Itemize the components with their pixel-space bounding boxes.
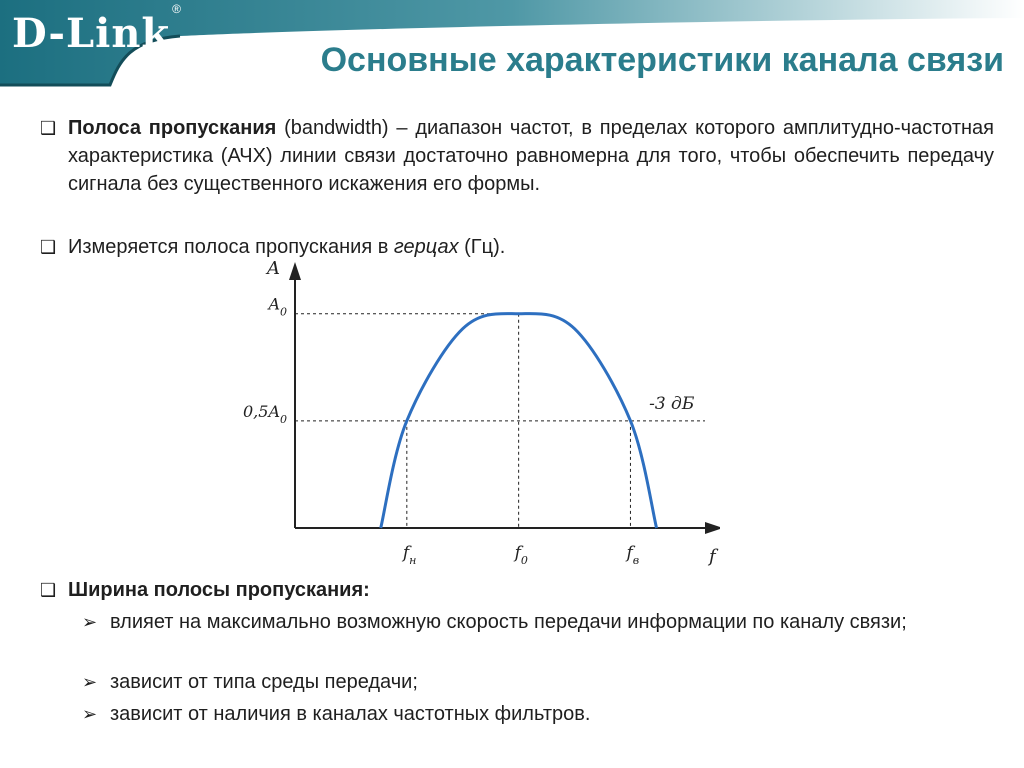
x-axis-arrow: [705, 522, 720, 534]
paragraph-bandwidth: [68, 114, 994, 198]
checkbox-icon: ❑: [40, 580, 57, 600]
brand-logo: [12, 1, 182, 57]
sub-item-speed: влияет на максимально возможную скорость передачи информации по каналу связи;: [110, 611, 907, 633]
sub-item-medium: зависит от типа среды передачи;: [110, 671, 418, 693]
checkbox-icon: ❑: [40, 237, 57, 257]
y-tick-label: $0,5A_0$: [243, 401, 287, 426]
arrow-bullet-icon: ➢: [82, 672, 98, 692]
x-tick-label: $f_н$: [402, 543, 417, 567]
arrow-bullet-icon: ➢: [82, 704, 98, 724]
definition-bandwidth: (bandwidth) – диапазон частот, в пределах которого амплитудно-частотная характеристика (АЧХ) линии связи достаточно равномерна для того, чтобы обеспечить передачу сигнала без существенного искажения его формы.: [68, 117, 994, 195]
x-tick-label: $f_в$: [626, 543, 640, 567]
y-tick-label: $A_0$: [268, 294, 287, 319]
paragraph-measurement: [68, 233, 994, 261]
page-title: Основные характеристики канала связи: [320, 41, 1004, 79]
logo-text: D-Link: [12, 10, 171, 57]
y-axis-label: A: [267, 260, 280, 279]
term-bandwidth: Полоса пропускания: [68, 117, 277, 139]
arrow-bullet-icon: ➢: [82, 612, 98, 632]
sub-item-filters: зависит от наличия в каналах частотных фильтров.: [110, 703, 591, 725]
x-axis-label: f: [709, 546, 716, 567]
frequency-response-chart: [220, 260, 720, 580]
measurement-unit: (Гц).: [458, 236, 506, 258]
section-heading: Ширина полосы пропускания:: [68, 579, 370, 601]
y-axis-arrow: [289, 262, 301, 280]
checkbox-icon: ❑: [40, 118, 57, 138]
unit-italic: герцах: [393, 236, 459, 258]
x-tick-label: $f_0$: [514, 543, 528, 567]
measurement-text: Измеряется полоса пропускания в: [68, 236, 394, 258]
registered-mark: ®: [172, 1, 182, 16]
annotation-3db: -3 дБ: [649, 393, 695, 414]
